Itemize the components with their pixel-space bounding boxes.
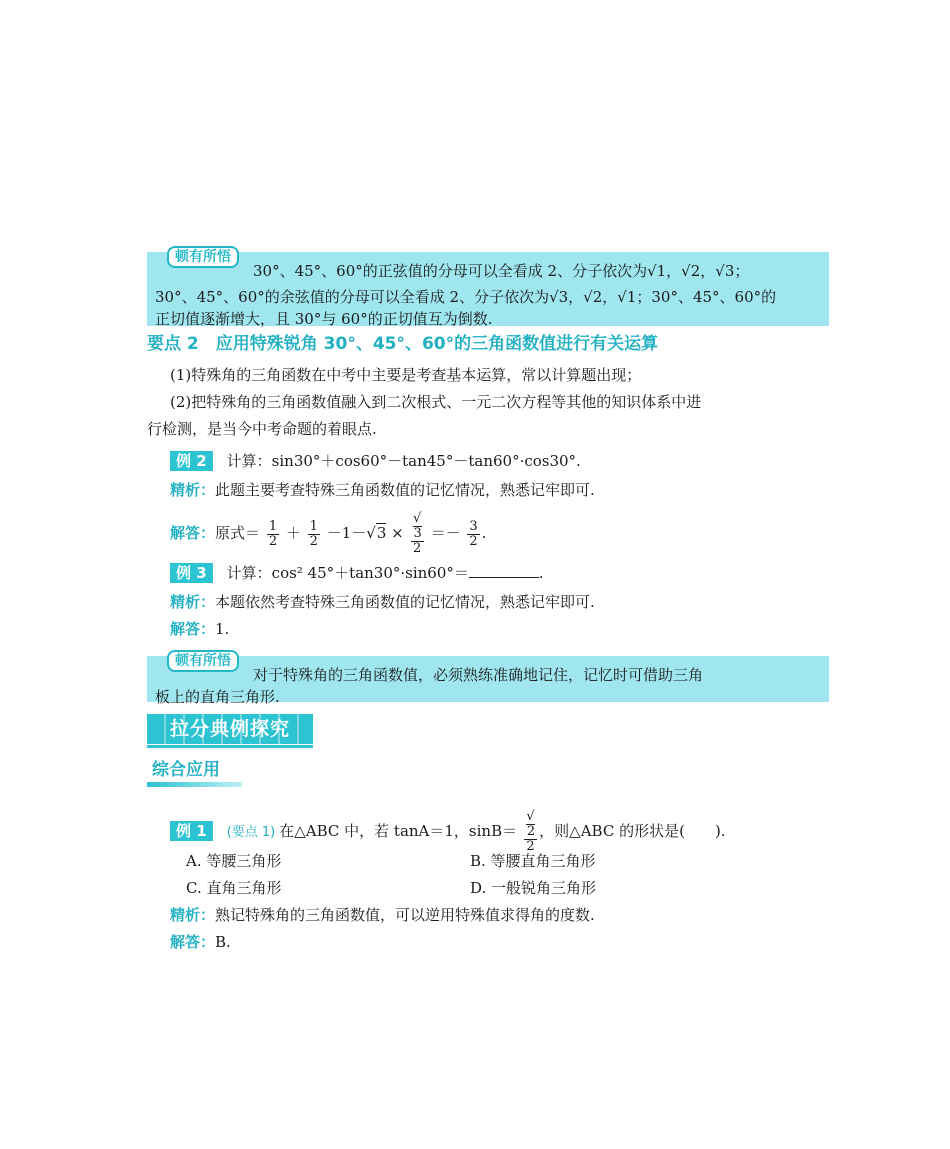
insight-box-2 <box>147 653 829 706</box>
period: . <box>481 524 487 542</box>
option-c: C. 直角三角形 <box>186 879 282 897</box>
denominator: 2 <box>268 533 278 549</box>
sqrt-sign: √ <box>366 524 376 542</box>
radicand: 3 <box>376 524 387 542</box>
operator: ＝－ <box>430 524 461 542</box>
analysis <box>170 479 595 501</box>
example-question: 计算：sin30°＋cos60°－tan45°－tan60°·cos30°. <box>226 452 581 470</box>
insight-line: 对于特殊角的三角函数值，必须熟练准确地记住，记忆时可借助三角 <box>253 666 704 684</box>
analysis-label: 精析： <box>170 593 216 611</box>
subheading: 综合应用 <box>152 760 220 780</box>
answer-label: 解答： <box>170 524 216 542</box>
section-heading: 要点 2 应用特殊锐角 30°、45°、60°的三角函数值进行有关运算 <box>147 334 659 354</box>
analysis-label: 精析： <box>170 906 216 924</box>
numerator: √ 3 <box>411 512 424 542</box>
operator: －1－ <box>326 524 367 542</box>
answer <box>170 931 231 953</box>
example-1 <box>170 810 726 854</box>
analysis-label: 精析： <box>170 481 216 499</box>
paragraph: 行检测，是当今中考命题的着眼点. <box>147 420 377 438</box>
answer <box>170 618 229 640</box>
radicand: 3 <box>413 526 422 541</box>
answer-label: 解答： <box>170 620 216 638</box>
radicand: 2 <box>526 824 536 839</box>
insight-line: 30°、45°、60°的余弦值的分母可以全看成 2、分子依次为√3，√2，√1；30°、45°、60°的 <box>155 288 777 306</box>
fraction <box>467 520 479 549</box>
analysis-text: 此题主要考查特殊三角函数值的记忆情况，熟悉记牢即可. <box>215 481 595 499</box>
answer <box>170 512 486 556</box>
analysis <box>170 904 595 926</box>
insight-line: 板上的直角三角形. <box>155 688 280 706</box>
numerator: 3 <box>469 518 478 534</box>
analysis <box>170 591 595 613</box>
analysis-text: 熟记特殊角的三角函数值，可以逆用特殊值求得角的度数. <box>215 906 595 924</box>
denominator: 2 <box>413 541 422 556</box>
answer-label: 解答： <box>170 933 216 951</box>
operator: ＋ <box>285 524 301 542</box>
subheading-underline <box>147 782 242 787</box>
period: . <box>538 564 544 582</box>
banner-underline <box>147 745 313 748</box>
numerator: 1 <box>268 518 278 534</box>
option-b: B. 等腰直角三角形 <box>470 852 596 870</box>
option-d: D. 一般锐角三角形 <box>470 879 597 897</box>
fraction <box>308 520 320 549</box>
fraction <box>267 520 279 549</box>
example-3 <box>170 562 544 584</box>
denominator: 2 <box>309 533 318 549</box>
numerator: 1 <box>309 518 318 534</box>
example-question: ，则△ABC 的形状是( <box>539 822 685 840</box>
denominator: 2 <box>526 839 535 854</box>
denominator: 2 <box>469 533 478 549</box>
reference-tag: (要点 1) <box>226 825 276 840</box>
fraction <box>411 512 424 556</box>
example-label: 例 2 <box>170 451 213 471</box>
insight-box-1 <box>147 249 829 328</box>
operator: × <box>391 524 404 542</box>
insight-line: 正切值逐渐增大，且 30°与 60°的正切值互为倒数. <box>155 310 493 328</box>
paragraph: (2)把特殊角的三角函数值融入到二次根式、一元二次方程等其他的知识体系中进 <box>170 393 702 411</box>
answer-text: 1. <box>215 620 230 638</box>
example-2 <box>170 450 581 472</box>
answer-text: 原式＝ <box>215 524 261 542</box>
example-question: ). <box>714 822 726 840</box>
insight-tag: 顿有所悟 <box>167 650 239 672</box>
paragraph: (1)特殊角的三角函数在中考中主要是考查基本运算，常以计算题出现； <box>170 366 642 384</box>
example-label: 例 1 <box>170 821 213 841</box>
option-a: A. 等腰三角形 <box>186 852 282 870</box>
insight-line: 30°、45°、60°的正弦值的分母可以全看成 2、分子依次为√1，√2，√3； <box>253 262 750 280</box>
answer-text: B. <box>215 933 231 951</box>
example-question: 在△ABC 中，若 tanA＝1，sinB＝ <box>279 822 518 840</box>
fraction <box>524 810 537 854</box>
insight-tag: 顿有所悟 <box>167 246 239 268</box>
section-banner: 拉分典例探究 <box>147 714 313 744</box>
numerator: √ 2 <box>524 810 537 840</box>
example-label: 例 3 <box>170 563 213 583</box>
example-question: 计算：cos² 45°＋tan30°·sin60°＝ <box>226 564 469 582</box>
answer-blank <box>469 563 539 578</box>
analysis-text: 本题依然考查特殊三角函数值的记忆情况，熟悉记牢即可. <box>215 593 595 611</box>
